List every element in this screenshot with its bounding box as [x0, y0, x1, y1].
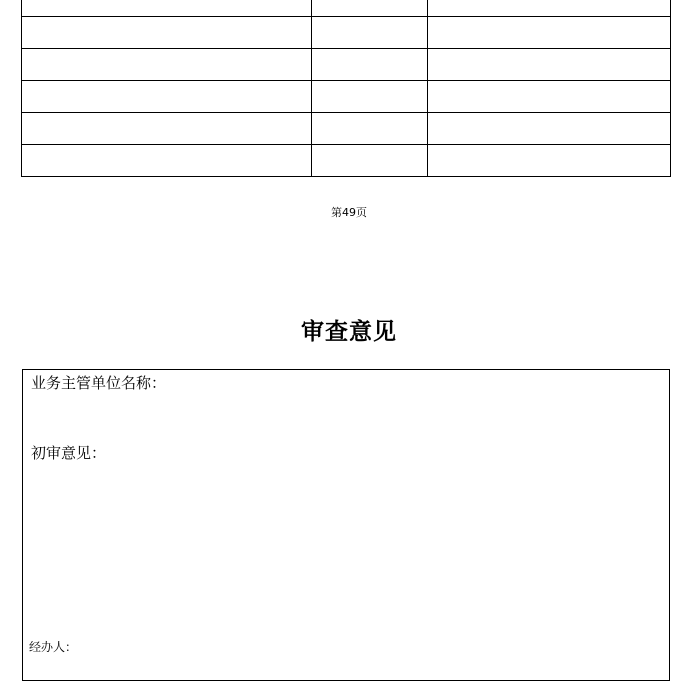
table-row	[22, 145, 671, 177]
page-number: 第49页	[331, 206, 367, 219]
review-title: 审查意见	[301, 318, 397, 345]
table-row	[22, 49, 671, 81]
table-cell	[312, 113, 427, 145]
table-row	[22, 81, 671, 113]
table-cell	[22, 81, 312, 113]
table-cell	[312, 145, 427, 177]
table-cell	[427, 0, 670, 17]
table-cell	[312, 0, 427, 17]
table-cell	[22, 17, 312, 49]
review-opinion-box	[22, 369, 670, 681]
table-row	[22, 113, 671, 145]
table-cell	[427, 49, 670, 81]
table-cell	[22, 145, 312, 177]
previous-table	[21, 0, 671, 177]
preliminary-opinion-label: 初审意见：	[31, 444, 107, 462]
table-cell	[22, 0, 312, 17]
table-row	[22, 17, 671, 49]
table-cell	[312, 49, 427, 81]
previous-table-body	[22, 0, 671, 177]
department-name-label: 业务主管单位名称：	[31, 374, 167, 392]
table-cell	[22, 49, 312, 81]
table-cell	[312, 17, 427, 49]
table-cell	[22, 113, 312, 145]
table-row	[22, 0, 671, 17]
handler-label: 经办人：	[29, 640, 78, 654]
table-cell	[427, 17, 670, 49]
table-cell	[427, 81, 670, 113]
table-cell	[427, 113, 670, 145]
table-cell	[312, 81, 427, 113]
table-cell	[427, 145, 670, 177]
